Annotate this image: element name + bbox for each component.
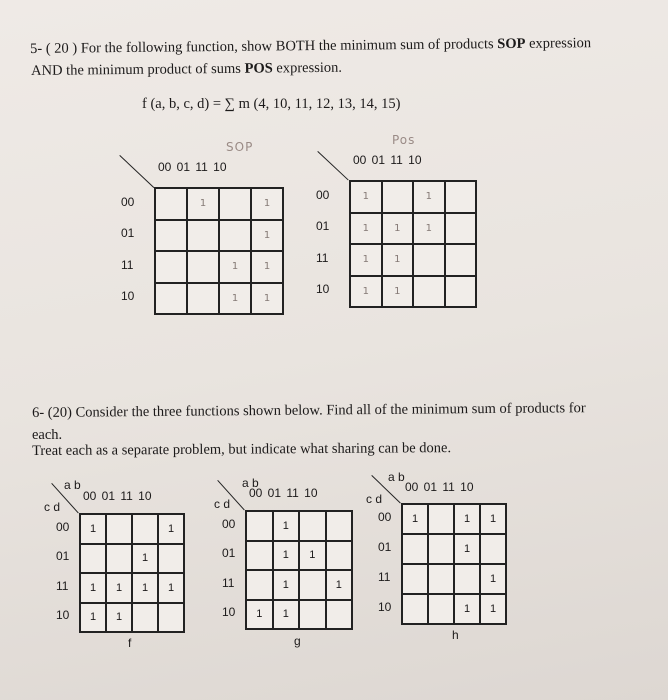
kmap-cell <box>132 603 158 633</box>
row-label: 00 <box>56 519 70 534</box>
row-label: 10 <box>56 608 70 623</box>
kmap-cell: 1 <box>480 504 506 534</box>
problem6-line2: each. <box>32 427 63 443</box>
function-name-label: f <box>128 636 132 650</box>
column-labels: 00 01 11 10 <box>353 153 422 167</box>
column-labels: 00 01 11 10 <box>83 489 152 503</box>
kmap-cell: 1 <box>273 541 300 571</box>
kmap-cell: 1 <box>402 504 428 534</box>
kmap-cell: 1 <box>350 276 382 308</box>
kmap-cell <box>326 541 353 571</box>
row-label: 11 <box>222 575 235 590</box>
kmap-cell <box>428 504 454 534</box>
kmap-cell: 1 <box>273 570 300 600</box>
function-name-label: h <box>452 628 459 642</box>
kmap-cell: 1 <box>106 603 132 633</box>
kmap-cell <box>445 181 477 213</box>
ab-variable-label: a b <box>64 478 81 492</box>
kmap-cell <box>299 600 326 630</box>
row-label: 00 <box>378 510 392 524</box>
kmap-cell: 1 <box>299 541 326 571</box>
map-handwritten-title: SOP <box>226 140 254 154</box>
kmap-cell: 1 <box>219 251 251 283</box>
row-label: 10 <box>378 600 392 614</box>
kmap-cell <box>299 570 326 600</box>
row-label: 11 <box>121 257 134 272</box>
kmap-cell: 1 <box>454 534 480 564</box>
kmap-cell <box>155 188 187 220</box>
karnaugh-map <box>245 510 353 630</box>
kmap-cell: 1 <box>480 564 506 594</box>
kmap-cell: 1 <box>251 220 283 252</box>
kmap-cell: 1 <box>382 244 414 276</box>
kmap-cell <box>246 541 273 571</box>
kmap-cell: 1 <box>273 600 300 630</box>
kmap-cell <box>80 544 106 574</box>
kmap-cell: 1 <box>187 188 219 220</box>
kmap-cell <box>155 220 187 252</box>
kmap-cell <box>428 594 454 624</box>
kmap-cell <box>428 564 454 594</box>
karnaugh-map <box>154 187 284 315</box>
kmap-cell <box>382 181 414 213</box>
row-label: 01 <box>121 226 135 241</box>
kmap-cell: 1 <box>80 603 106 633</box>
row-label: 01 <box>378 540 392 554</box>
row-label: 01 <box>56 549 70 564</box>
function-name-label: g <box>294 634 301 648</box>
ab-variable-label: a b <box>242 476 259 490</box>
kmap-cell <box>187 220 219 252</box>
kmap-cell: 1 <box>454 504 480 534</box>
kmap-cell: 1 <box>158 573 184 603</box>
kmap-cell <box>246 511 273 541</box>
kmap-cell <box>219 220 251 252</box>
kmap-cell <box>402 594 428 624</box>
row-label: 00 <box>222 516 236 531</box>
kmap-cell <box>402 534 428 564</box>
kmap-cell <box>445 244 477 276</box>
kmap-cell: 1 <box>219 283 251 315</box>
kmap-cell <box>326 600 353 630</box>
kmap-cell: 1 <box>80 573 106 603</box>
row-label: 11 <box>378 570 391 584</box>
kmap-cell: 1 <box>273 511 300 541</box>
karnaugh-map <box>349 180 477 308</box>
row-label: 00 <box>121 194 135 209</box>
column-labels: 00 01 11 10 <box>249 486 318 500</box>
problem5-text: 5- ( 20 ) For the following function, show BOTH the minimum sum of products <box>30 36 498 57</box>
row-label: 11 <box>56 578 69 593</box>
row-label: 01 <box>316 219 330 234</box>
kmap-cell: 1 <box>413 213 445 245</box>
kmap-cell: 1 <box>158 514 184 544</box>
row-label: 10 <box>121 289 135 304</box>
kmap-cell <box>158 603 184 633</box>
kmap-cell: 1 <box>251 188 283 220</box>
problem5-line2 <box>31 60 342 80</box>
problem5-text2: AND the minimum product of sums <box>31 60 245 79</box>
kmap-cell: 1 <box>132 573 158 603</box>
kmap-cell: 1 <box>413 181 445 213</box>
kmap-cell <box>187 283 219 315</box>
kmap-cell <box>413 244 445 276</box>
column-labels: 00 01 11 10 <box>158 160 227 174</box>
kmap-cell: 1 <box>454 594 480 624</box>
kmap-cell: 1 <box>350 181 382 213</box>
kmap-cell <box>480 534 506 564</box>
pos-bold: POS <box>244 60 273 77</box>
ab-variable-label: a b <box>388 470 405 484</box>
problem5-line1 <box>30 35 591 58</box>
problem6-line3: Treat each as a separate problem, but indicate what sharing can be done. <box>32 440 452 459</box>
sop-bold: SOP <box>497 35 526 53</box>
kmap-cell: 1 <box>382 276 414 308</box>
kmap-corner-divider <box>119 155 154 188</box>
kmap-cell: 1 <box>251 283 283 315</box>
cd-variable-label: c d <box>44 500 61 514</box>
kmap-cell: 1 <box>350 213 382 245</box>
kmap-cell <box>187 251 219 283</box>
kmap-cell <box>326 511 353 541</box>
row-label: 10 <box>316 282 330 297</box>
karnaugh-map <box>401 503 507 625</box>
cd-variable-label: c d <box>366 492 383 506</box>
kmap-cell <box>402 564 428 594</box>
problem5-text2-end: expression. <box>272 59 343 77</box>
row-label: 11 <box>316 250 329 265</box>
row-label: 10 <box>222 605 236 620</box>
row-label: 00 <box>316 187 330 202</box>
kmap-cell: 1 <box>480 594 506 624</box>
kmap-cell <box>246 570 273 600</box>
kmap-cell <box>445 213 477 245</box>
kmap-cell <box>132 514 158 544</box>
kmap-cell: 1 <box>80 514 106 544</box>
kmap-cell: 1 <box>106 573 132 603</box>
kmap-cell: 1 <box>326 570 353 600</box>
problem6-line1: 6- (20) Consider the three functions shown below. Find all of the minimum sum of products for <box>32 400 586 421</box>
kmap-cell <box>413 276 445 308</box>
kmap-cell <box>155 251 187 283</box>
kmap-cell: 1 <box>132 544 158 574</box>
cd-variable-label: c d <box>214 497 231 511</box>
function-definition: f (a, b, c, d) = ∑ m (4, 10, 11, 12, 13, 14, 15) <box>142 96 401 112</box>
kmap-cell <box>428 534 454 564</box>
column-labels: 00 01 11 10 <box>405 480 474 494</box>
kmap-cell <box>106 544 132 574</box>
row-label: 01 <box>222 546 236 561</box>
karnaugh-map <box>79 513 185 633</box>
kmap-cell: 1 <box>350 244 382 276</box>
kmap-corner-divider <box>317 151 349 181</box>
problem5-text-end: expression <box>525 35 592 52</box>
kmap-cell <box>106 514 132 544</box>
kmap-cell: 1 <box>246 600 273 630</box>
kmap-cell <box>299 511 326 541</box>
kmap-cell <box>158 544 184 574</box>
kmap-cell <box>219 188 251 220</box>
kmap-cell <box>155 283 187 315</box>
kmap-cell <box>454 564 480 594</box>
kmap-cell <box>445 276 477 308</box>
kmap-cell: 1 <box>251 251 283 283</box>
map-handwritten-title: Pos <box>392 133 416 147</box>
kmap-cell: 1 <box>382 213 414 245</box>
